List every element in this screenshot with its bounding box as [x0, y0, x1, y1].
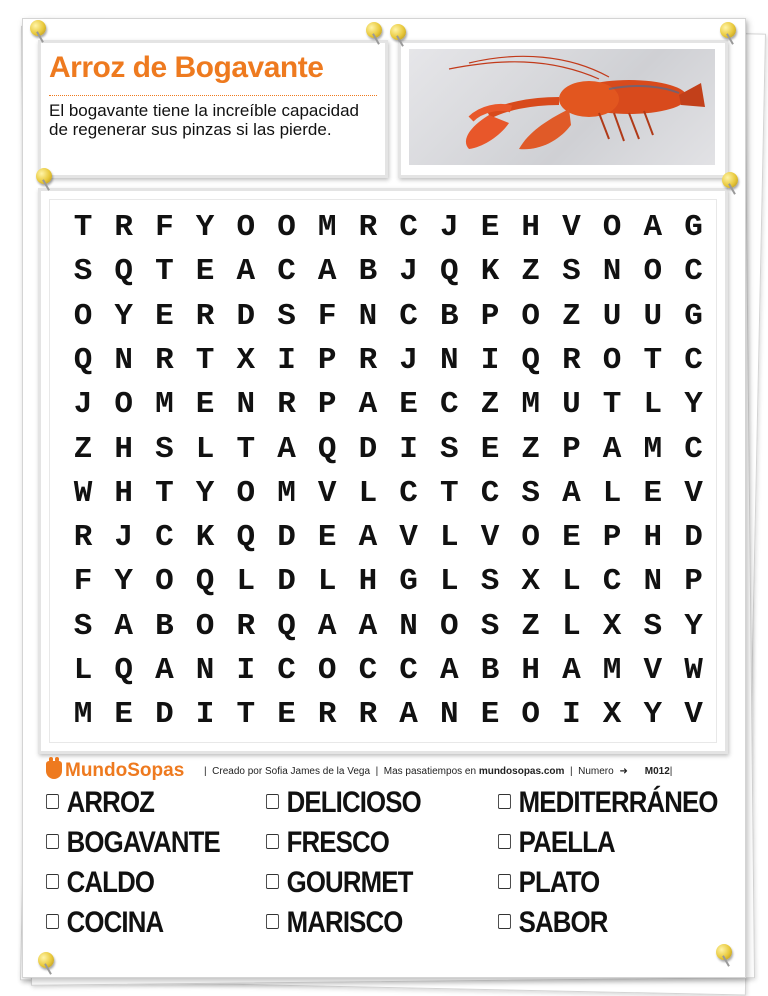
grid-letter[interactable]: S — [480, 564, 500, 600]
grid-row — [50, 252, 716, 292]
grid-letter[interactable]: Q — [317, 431, 337, 467]
word-list-item — [498, 826, 615, 860]
grid-letter[interactable]: Z — [521, 431, 540, 467]
word-checkbox[interactable] — [498, 794, 511, 809]
number-label: Numero — [578, 766, 614, 777]
grid-letter[interactable]: O — [602, 210, 622, 245]
grid-letter[interactable]: T — [236, 697, 256, 733]
word-list-item — [266, 906, 402, 940]
grid-letter[interactable]: H — [358, 564, 378, 600]
grid-letter[interactable]: Q — [114, 254, 133, 290]
grid-letter[interactable]: V — [643, 653, 663, 688]
grid-row — [50, 430, 716, 470]
grid-letter[interactable]: D — [277, 564, 296, 600]
grid-letter[interactable]: A — [562, 653, 581, 688]
grid-letter[interactable]: G — [684, 298, 703, 334]
grid-letter[interactable]: Z — [521, 254, 540, 290]
word-checkbox[interactable] — [498, 914, 511, 929]
grid-letter[interactable]: O — [521, 298, 540, 334]
grid-letter[interactable]: O — [155, 564, 174, 600]
grid-letter[interactable]: M — [602, 653, 622, 688]
grid-letter[interactable]: L — [562, 608, 581, 644]
grid-letter[interactable]: T — [439, 475, 459, 511]
grid-letter[interactable]: R — [358, 342, 378, 378]
word-label: PAELLA — [518, 826, 615, 859]
grid-letter[interactable]: H — [521, 210, 540, 245]
grid-letter[interactable]: H — [114, 475, 133, 511]
grid-letter[interactable]: Y — [114, 298, 133, 334]
word-checkbox[interactable] — [266, 874, 279, 889]
word-label: MARISCO — [286, 906, 403, 939]
word-label: PLATO — [518, 866, 600, 899]
grid-letter[interactable]: C — [277, 653, 296, 688]
grid-letter[interactable]: E — [277, 697, 296, 733]
grid-row — [50, 297, 716, 337]
pushpin-icon — [30, 20, 46, 36]
grid-letter[interactable]: U — [562, 387, 581, 423]
grid-letter[interactable]: Z — [521, 608, 540, 644]
logo-icon — [46, 761, 62, 779]
grid-letter[interactable]: E — [195, 254, 215, 290]
grid-letter[interactable]: O — [73, 298, 93, 334]
grid-letter[interactable]: C — [399, 475, 418, 511]
grid-letter[interactable]: D — [155, 697, 174, 733]
grid-letter[interactable]: A — [602, 431, 622, 467]
grid-letter[interactable]: L — [358, 475, 378, 511]
grid-letter[interactable]: A — [155, 653, 174, 688]
grid-letter[interactable]: K — [195, 520, 215, 556]
grid-letter[interactable]: Y — [114, 564, 133, 600]
grid-letter[interactable]: I — [399, 431, 418, 467]
grid-letter[interactable]: Q — [195, 564, 215, 600]
pushpin-icon — [716, 944, 732, 960]
grid-letter[interactable]: Z — [73, 431, 93, 467]
grid-letter[interactable]: A — [358, 520, 378, 556]
grid-letter[interactable]: Q — [236, 520, 256, 556]
grid-letter[interactable]: E — [480, 210, 500, 245]
pushpin-icon — [366, 22, 382, 38]
word-checkbox[interactable] — [46, 794, 59, 809]
grid-letter[interactable]: R — [114, 210, 133, 245]
grid-letter[interactable]: C — [480, 475, 500, 511]
grid-letter[interactable]: Q — [114, 653, 133, 688]
word-list-item — [266, 786, 421, 820]
grid-letter[interactable]: Y — [684, 608, 703, 644]
grid-letter[interactable]: T — [602, 387, 622, 423]
grid-letter[interactable]: C — [399, 298, 418, 334]
word-checkbox[interactable] — [266, 914, 279, 929]
grid-letter[interactable]: R — [236, 608, 256, 644]
footer — [46, 758, 726, 788]
grid-letter[interactable]: J — [399, 342, 418, 378]
grid-letter[interactable]: M — [155, 387, 174, 423]
grid-letter[interactable]: A — [114, 608, 133, 644]
grid-letter[interactable]: J — [73, 387, 93, 423]
site-link[interactable]: mundosopas.com — [478, 766, 565, 777]
grid-letter[interactable]: A — [358, 608, 378, 644]
pushpin-icon — [36, 168, 52, 184]
grid-letter[interactable]: P — [562, 431, 581, 467]
grid-letter[interactable]: K — [480, 254, 500, 290]
grid-letter[interactable]: D — [684, 520, 703, 556]
grid-letter[interactable]: N — [439, 342, 459, 378]
word-label: MEDITERRÁNEO — [518, 786, 718, 819]
grid-letter[interactable]: O — [643, 254, 663, 290]
grid-letter[interactable]: O — [602, 342, 622, 378]
grid-letter[interactable]: B — [155, 608, 174, 644]
grid-letter[interactable]: Q — [439, 254, 459, 290]
grid-letter[interactable]: P — [602, 520, 622, 556]
grid-letter[interactable]: H — [521, 653, 540, 688]
grid-letter[interactable]: E — [399, 387, 418, 423]
grid-letter[interactable]: N — [358, 298, 378, 334]
word-label: COCINA — [66, 906, 164, 939]
word-checkbox[interactable] — [266, 794, 279, 809]
word-list-item — [266, 866, 412, 900]
grid-row — [50, 385, 716, 425]
grid-letter[interactable]: R — [277, 387, 296, 423]
grid-letter[interactable]: V — [562, 210, 581, 245]
grid-letter[interactable]: P — [317, 387, 337, 423]
pushpin-icon — [722, 172, 738, 188]
grid-letter[interactable]: B — [439, 298, 459, 334]
grid-letter[interactable]: X — [521, 564, 540, 600]
grid-letter[interactable]: L — [195, 431, 215, 467]
grid-letter[interactable]: A — [317, 254, 337, 290]
grid-letter[interactable]: L — [643, 387, 663, 423]
pushpin-icon — [390, 24, 406, 40]
grid-letter[interactable]: L — [73, 653, 93, 688]
grid-letter[interactable]: S — [277, 298, 296, 334]
grid-letter[interactable]: X — [236, 342, 256, 378]
grid-letter[interactable]: Y — [195, 210, 215, 245]
word-checkbox[interactable] — [46, 874, 59, 889]
grid-letter[interactable]: T — [155, 254, 174, 290]
grid-row — [50, 562, 716, 602]
grid-letter[interactable]: I — [277, 342, 296, 378]
grid-letter[interactable]: A — [399, 697, 418, 733]
word-list-item — [46, 786, 154, 820]
grid-letter[interactable]: N — [602, 254, 622, 290]
puzzle-title: Arroz de Bogavante — [49, 51, 324, 84]
grid-letter[interactable]: N — [195, 653, 215, 688]
grid-letter[interactable]: L — [439, 520, 459, 556]
puzzle-code: M012 — [644, 766, 670, 777]
grid-letter[interactable]: I — [195, 697, 215, 733]
grid-letter[interactable]: S — [73, 254, 93, 290]
grid-letter[interactable]: S — [155, 431, 174, 467]
grid-letter[interactable]: Q — [277, 608, 296, 644]
grid-letter[interactable]: D — [358, 431, 378, 467]
grid-letter[interactable]: M — [73, 697, 93, 733]
grid-letter[interactable]: Y — [684, 387, 703, 423]
word-list-item — [46, 826, 220, 860]
grid-letter[interactable]: T — [73, 210, 93, 245]
grid-letter[interactable]: W — [73, 475, 93, 511]
grid-letter[interactable]: B — [480, 653, 500, 688]
word-search-grid-card — [38, 188, 728, 754]
grid-letter[interactable]: T — [236, 431, 256, 467]
grid-row — [50, 341, 716, 381]
arrow-right-icon: ➜ — [619, 766, 628, 777]
grid-letter[interactable]: E — [155, 298, 174, 334]
word-label: SABOR — [518, 906, 608, 939]
grid-letter[interactable]: E — [480, 431, 500, 467]
grid-letter[interactable]: O — [521, 697, 540, 733]
grid-letter[interactable]: O — [521, 520, 540, 556]
word-list-item — [498, 906, 608, 940]
grid-letter[interactable]: S — [643, 608, 663, 644]
grid-letter[interactable]: S — [439, 431, 459, 467]
grid-letter[interactable]: N — [399, 608, 418, 644]
grid-letter[interactable]: X — [602, 697, 622, 733]
grid-letter[interactable]: C — [684, 254, 703, 290]
word-checkbox[interactable] — [266, 834, 279, 849]
fun-fact-text: El bogavante tiene la increíble capacidad de regenerar sus pinzas si las pierde. — [49, 101, 359, 139]
grid-letter[interactable]: T — [195, 342, 215, 378]
grid-letter[interactable]: T — [155, 475, 174, 511]
grid-letter[interactable]: P — [317, 342, 337, 378]
grid-letter[interactable]: D — [277, 520, 296, 556]
word-label: CALDO — [66, 866, 155, 899]
grid-letter[interactable]: R — [73, 520, 93, 556]
grid-letter[interactable]: L — [317, 564, 337, 600]
brand-name: MundoSopas — [65, 760, 185, 781]
grid-letter[interactable]: E — [114, 697, 133, 733]
grid-letter[interactable]: R — [358, 697, 378, 733]
grid-letter[interactable]: O — [439, 608, 459, 644]
grid-letter[interactable]: M — [643, 431, 663, 467]
grid-letter[interactable]: O — [195, 608, 215, 644]
word-label: DELICIOSO — [286, 786, 421, 819]
grid-letter[interactable]: S — [562, 254, 581, 290]
grid-letter[interactable]: C — [399, 210, 418, 245]
grid-letter[interactable]: A — [358, 387, 378, 423]
grid-letter[interactable]: F — [155, 210, 174, 245]
grid-letter[interactable]: Y — [643, 697, 663, 733]
lobster-image — [409, 49, 715, 165]
credit-author: Creado por Sofia James de la Vega — [212, 766, 371, 777]
grid-letter[interactable]: J — [399, 254, 418, 290]
grid-letter[interactable]: T — [643, 342, 663, 378]
word-label: ARROZ — [66, 786, 155, 819]
grid-letter[interactable]: P — [480, 298, 500, 334]
grid-letter[interactable]: O — [317, 653, 337, 688]
grid-letter[interactable]: Z — [562, 298, 581, 334]
word-checkbox[interactable] — [498, 874, 511, 889]
grid-letter[interactable]: H — [114, 431, 133, 467]
grid-letter[interactable]: I — [562, 697, 581, 733]
grid-letter[interactable]: E — [480, 697, 500, 733]
grid-letter[interactable]: H — [643, 520, 663, 556]
grid-letter[interactable]: L — [236, 564, 256, 600]
grid-letter[interactable]: V — [317, 475, 337, 511]
grid-letter[interactable]: F — [317, 298, 337, 334]
word-list-item — [46, 906, 163, 940]
grid-row — [50, 474, 716, 514]
grid-letter[interactable]: A — [562, 475, 581, 511]
word-label: BOGAVANTE — [66, 826, 220, 859]
grid-letter[interactable]: C — [277, 254, 296, 290]
grid-letter[interactable]: W — [684, 653, 703, 688]
grid-letter[interactable]: R — [317, 697, 337, 733]
grid-letter[interactable]: R — [155, 342, 174, 378]
word-label: FRESCO — [286, 826, 389, 859]
word-list-item — [498, 786, 718, 820]
grid-letter[interactable]: O — [277, 210, 296, 245]
grid-letter[interactable]: A — [317, 608, 337, 644]
grid-letter[interactable]: C — [684, 342, 703, 378]
title-card — [38, 40, 388, 178]
grid-letter[interactable]: J — [439, 210, 459, 245]
grid-letter[interactable]: V — [684, 697, 703, 733]
grid-letter[interactable]: E — [643, 475, 663, 511]
word-checkbox[interactable] — [46, 914, 59, 929]
grid-letter[interactable]: A — [277, 431, 296, 467]
grid-letter[interactable]: N — [439, 697, 459, 733]
brand-logo — [46, 760, 184, 782]
grid-letter[interactable]: L — [602, 475, 622, 511]
grid-letter[interactable]: A — [236, 254, 256, 290]
pushpin-icon — [720, 22, 736, 38]
grid-letter[interactable]: U — [602, 298, 622, 334]
grid-letter[interactable]: S — [73, 608, 93, 644]
word-checkbox[interactable] — [46, 834, 59, 849]
grid-letter[interactable]: U — [643, 298, 663, 334]
grid-letter[interactable]: O — [236, 210, 256, 245]
grid-letter[interactable]: G — [684, 210, 703, 245]
grid-letter[interactable]: C — [155, 520, 174, 556]
grid-letter[interactable]: R — [195, 298, 215, 334]
grid-letter[interactable]: J — [114, 520, 133, 556]
grid-letter[interactable]: R — [562, 342, 581, 378]
grid-row — [50, 518, 716, 558]
grid-letter[interactable]: A — [643, 210, 663, 245]
grid-row — [50, 208, 716, 248]
grid-letter[interactable]: E — [195, 387, 215, 423]
grid-letter[interactable]: L — [562, 564, 581, 600]
grid-letter[interactable]: B — [358, 254, 378, 290]
grid-letter[interactable]: E — [317, 520, 337, 556]
word-list-item — [266, 826, 389, 860]
grid-letter[interactable]: C — [684, 431, 703, 467]
grid-letter[interactable]: G — [399, 564, 418, 600]
grid-letter[interactable]: C — [399, 653, 418, 688]
pushpin-icon — [38, 952, 54, 968]
word-list-item — [498, 866, 599, 900]
grid-letter[interactable]: I — [236, 653, 256, 688]
grid-letter[interactable]: C — [358, 653, 378, 688]
letter-grid — [49, 199, 717, 743]
grid-letter[interactable]: D — [236, 298, 256, 334]
image-card — [398, 40, 728, 178]
grid-letter[interactable]: M — [317, 210, 337, 245]
grid-letter[interactable]: L — [439, 564, 459, 600]
grid-letter[interactable]: N — [114, 342, 133, 378]
grid-letter[interactable]: R — [358, 210, 378, 245]
grid-row — [50, 695, 716, 735]
grid-letter[interactable]: S — [521, 475, 540, 511]
more-puzzles-text: Mas pasatiempos en — [383, 766, 477, 777]
grid-letter[interactable]: O — [114, 387, 133, 423]
grid-letter[interactable]: C — [602, 564, 622, 600]
grid-letter[interactable]: S — [480, 608, 500, 644]
grid-letter[interactable]: Q — [521, 342, 540, 378]
grid-letter[interactable]: A — [439, 653, 459, 688]
grid-letter[interactable]: X — [602, 608, 622, 644]
credits-line: | Creado por Sofia James de la Vega | Mas pasatiempos en mundosopas.com | Numero ➜ M012| — [204, 766, 673, 777]
grid-letter[interactable]: V — [399, 520, 418, 556]
grid-letter[interactable]: N — [236, 387, 256, 423]
grid-letter[interactable]: I — [480, 342, 500, 378]
grid-letter[interactable]: Q — [73, 342, 93, 378]
title-divider — [49, 95, 377, 96]
word-checkbox[interactable] — [498, 834, 511, 849]
grid-row — [50, 651, 716, 691]
grid-letter[interactable]: E — [562, 520, 581, 556]
grid-letter[interactable]: F — [73, 564, 93, 600]
grid-row — [50, 607, 716, 647]
grid-letter[interactable]: V — [480, 520, 500, 556]
grid-letter[interactable]: V — [684, 475, 703, 511]
grid-letter[interactable]: N — [643, 564, 663, 600]
grid-letter[interactable]: C — [439, 387, 459, 423]
grid-letter[interactable]: O — [236, 475, 256, 511]
word-label: GOURMET — [286, 866, 413, 899]
grid-letter[interactable]: Y — [195, 475, 215, 511]
grid-letter[interactable]: Z — [480, 387, 500, 423]
grid-letter[interactable]: M — [277, 475, 296, 511]
word-list-item — [46, 866, 154, 900]
grid-letter[interactable]: P — [684, 564, 703, 600]
grid-letter[interactable]: M — [521, 387, 540, 423]
